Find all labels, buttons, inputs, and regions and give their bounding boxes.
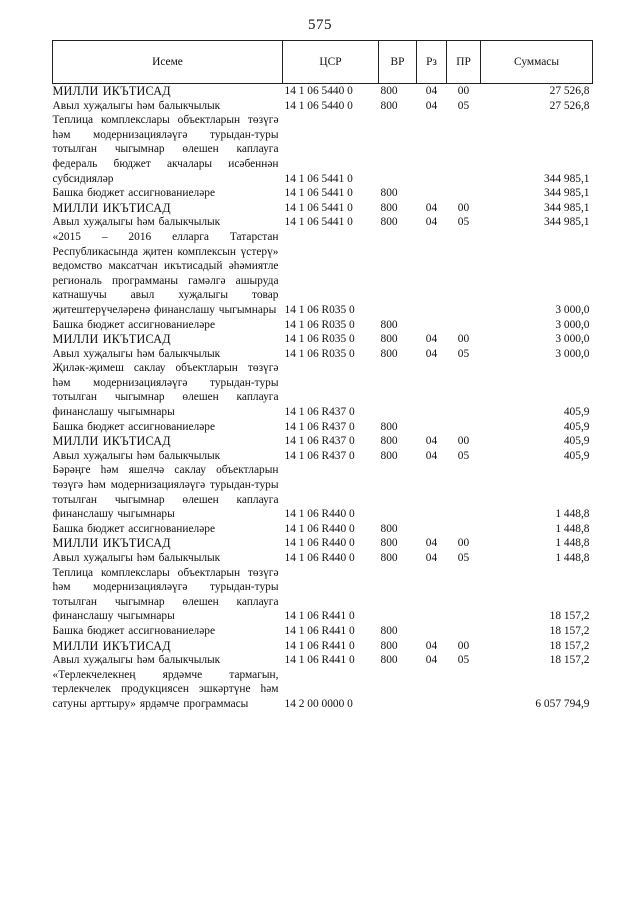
column-header-csr: ЦСР <box>283 41 379 84</box>
table-row <box>53 536 593 551</box>
cell-csr: 14 1 06 R035 0 <box>284 303 355 316</box>
cell-vr: 800 <box>380 420 398 433</box>
cell-csr: 14 1 06 R437 0 <box>284 406 355 419</box>
cell-name: Авыл хуҗалыгы һәм балыкчылык <box>52 449 221 462</box>
cell-rz: 04 <box>425 85 438 97</box>
cell-name: МИЛЛИ ИКЪТИСАД <box>52 84 171 98</box>
cell-pr <box>447 566 481 624</box>
cell-vr: 800 <box>380 639 398 652</box>
cell-pr <box>447 361 481 419</box>
cell-csr: 14 1 06 5440 0 <box>284 85 353 97</box>
cell-name: МИЛЛИ ИКЪТИСАД <box>52 332 171 347</box>
table-row <box>53 668 593 712</box>
cell-csr: 14 1 06 R440 0 <box>284 508 355 521</box>
table-row <box>53 551 593 566</box>
cell-name: Авыл хуҗалыгы һәм балыкчылык <box>52 552 221 564</box>
cell-pr: 05 <box>457 347 470 360</box>
cell-rz: 04 <box>425 449 438 462</box>
cell-vr: 800 <box>380 318 398 331</box>
cell-sum: 3 000,0 <box>555 347 590 360</box>
cell-sum: 18 157,2 <box>549 654 590 667</box>
cell-name: Җиләк-җимеш саклау объектларын төзүгә һәм модернизацияләүгә турыдан-туры тотылган чыгымнар өлешен каплауга финанслашу чыгымнары <box>52 362 279 419</box>
cell-sum: 405,9 <box>563 420 590 433</box>
cell-sum: 344 985,1 <box>543 187 590 200</box>
cell-csr: 14 1 06 5441 0 <box>284 216 353 229</box>
cell-rz <box>417 318 447 333</box>
cell-rz <box>417 624 447 639</box>
column-header-pr: ПР <box>447 41 481 84</box>
cell-name: Башка бюджет ассигнованиеләре <box>52 420 216 433</box>
table-row <box>53 318 593 333</box>
cell-csr: 14 1 06 R441 0 <box>284 639 355 652</box>
table-row <box>53 566 593 624</box>
column-header-name: Исеме <box>53 41 283 84</box>
cell-name: МИЛЛИ ИКЪТИСАД <box>52 536 171 551</box>
cell-rz <box>417 566 447 624</box>
cell-pr <box>447 522 481 537</box>
cell-csr: 14 1 06 R035 0 <box>284 333 355 346</box>
cell-rz: 04 <box>425 435 438 448</box>
cell-csr: 14 1 06 5441 0 <box>284 187 353 200</box>
cell-vr: 800 <box>380 333 398 346</box>
cell-vr: 800 <box>380 216 398 229</box>
cell-csr: 14 1 06 R437 0 <box>284 420 355 433</box>
cell-rz: 04 <box>425 654 438 667</box>
cell-vr: 800 <box>380 347 398 360</box>
cell-pr <box>447 230 481 318</box>
cell-vr <box>379 463 417 521</box>
cell-vr: 800 <box>380 522 398 535</box>
cell-csr: 14 1 06 R437 0 <box>284 449 355 462</box>
cell-pr: 00 <box>457 201 470 214</box>
cell-vr: 800 <box>380 552 398 564</box>
cell-name: «Терлекчелекнең ярдәмче тармагын, терлекчелек продукциясен эшкәртүне һәм сатуны арттыру» ярдәмче программасы <box>52 668 279 710</box>
cell-csr: 14 1 06 R035 0 <box>284 318 355 331</box>
cell-name: Теплица комплекслары объектларын төзүгә һәм модернизацияләүгә турыдан-туры тотылган чыгымнар өлешен каплауга финанслашу чыгымнары <box>52 566 279 623</box>
cell-csr: 14 1 06 R441 0 <box>284 610 355 623</box>
cell-pr: 00 <box>457 333 470 346</box>
table-row <box>53 230 593 318</box>
cell-name: Авыл хуҗалыгы һәм балыкчылык <box>52 99 221 112</box>
table-row <box>53 84 593 99</box>
cell-pr <box>447 318 481 333</box>
cell-vr: 800 <box>380 624 398 637</box>
column-header-vr: ВР <box>379 41 417 84</box>
table-row <box>53 113 593 186</box>
cell-vr <box>379 668 417 712</box>
cell-rz <box>417 186 447 201</box>
cell-pr <box>447 113 481 186</box>
table-body <box>53 84 593 712</box>
table-row <box>53 624 593 639</box>
cell-pr: 05 <box>457 99 470 112</box>
cell-csr: 14 1 06 5440 0 <box>284 99 353 112</box>
table-row <box>53 639 593 654</box>
budget-table <box>52 40 593 712</box>
cell-csr: 14 1 06 R437 0 <box>284 435 355 448</box>
cell-vr: 800 <box>380 99 398 112</box>
cell-sum: 3 000,0 <box>555 333 590 346</box>
cell-rz: 04 <box>425 99 438 112</box>
cell-vr: 800 <box>380 85 398 97</box>
cell-pr <box>447 186 481 201</box>
cell-rz: 04 <box>425 552 438 564</box>
cell-pr: 05 <box>457 449 470 462</box>
cell-sum: 405,9 <box>563 435 590 448</box>
column-header-sum: Суммасы <box>481 41 593 84</box>
cell-pr: 05 <box>457 552 470 564</box>
cell-vr: 800 <box>380 449 398 462</box>
table-row <box>53 361 593 419</box>
cell-vr: 800 <box>380 201 398 214</box>
cell-rz: 04 <box>425 333 438 346</box>
table-row <box>53 215 593 230</box>
cell-pr <box>447 463 481 521</box>
cell-sum: 3 000,0 <box>555 303 590 316</box>
table-row <box>53 99 593 114</box>
cell-csr: 14 1 06 5441 0 <box>284 201 353 214</box>
cell-rz: 04 <box>425 537 438 550</box>
cell-rz <box>417 668 447 712</box>
cell-rz <box>417 420 447 435</box>
cell-sum: 18 157,2 <box>549 639 590 652</box>
table-row <box>53 449 593 464</box>
cell-rz <box>417 522 447 537</box>
cell-vr: 800 <box>380 187 398 200</box>
cell-name: Авыл хуҗалыгы һәм балыкчылык <box>52 347 221 360</box>
cell-csr: 14 1 06 R440 0 <box>284 537 355 550</box>
table-row <box>53 347 593 362</box>
cell-sum: 1 448,8 <box>555 508 590 521</box>
cell-csr: 14 1 06 R440 0 <box>284 522 355 535</box>
cell-csr: 14 1 06 5441 0 <box>284 172 353 185</box>
cell-vr: 800 <box>380 537 398 550</box>
cell-name: «2015 – 2016 елларга Татарстан Республикасында җитен комплексын үстерү» ведомство максатчан икътисадый әһәмиятле региональ программаны гамәлгә ашыруда катнашучы авыл хуҗалыгы товар җитештерүчеләренә финанслашу чыгымнары <box>52 230 279 316</box>
cell-sum: 27 526,8 <box>549 85 590 97</box>
cell-pr: 00 <box>457 537 470 550</box>
cell-vr: 800 <box>380 654 398 667</box>
cell-pr <box>447 420 481 435</box>
cell-sum: 344 985,1 <box>543 201 590 214</box>
cell-pr: 05 <box>457 654 470 667</box>
cell-sum: 405,9 <box>563 406 590 419</box>
cell-rz <box>417 361 447 419</box>
table-header-row <box>53 41 593 84</box>
cell-vr <box>379 361 417 419</box>
cell-name: Авыл хуҗалыгы һәм балыкчылык <box>52 654 221 667</box>
cell-vr <box>379 566 417 624</box>
cell-name: Башка бюджет ассигнованиеләре <box>52 522 216 535</box>
cell-pr: 05 <box>457 216 470 229</box>
table-row <box>53 463 593 521</box>
cell-rz: 04 <box>425 347 438 360</box>
page-number: 575 <box>308 17 332 33</box>
cell-csr: 14 1 06 R440 0 <box>284 552 355 564</box>
table-row <box>53 653 593 668</box>
cell-name: МИЛЛИ ИКЪТИСАД <box>52 434 171 449</box>
cell-sum: 18 157,2 <box>549 610 590 623</box>
cell-name: МИЛЛИ ИКЪТИСАД <box>52 200 171 215</box>
cell-name: Бәрәңге һәм яшелчә саклау объектларын төзүгә һәм модернизацияләүгә турыдан-туры тотылган чыгымнар өлешен каплауга финанслашу чыгымнары <box>52 464 279 521</box>
table-row <box>53 201 593 216</box>
cell-name: Башка бюджет ассигнованиеләре <box>52 318 216 331</box>
cell-csr: 14 2 00 0000 0 <box>284 697 353 710</box>
cell-csr: 14 1 06 R441 0 <box>284 654 355 667</box>
cell-rz: 04 <box>425 216 438 229</box>
column-header-rz: Рз <box>417 41 447 84</box>
cell-rz: 04 <box>425 639 438 652</box>
table-row <box>53 522 593 537</box>
cell-vr <box>379 230 417 318</box>
cell-name: Башка бюджет ассигнованиеләре <box>52 187 216 200</box>
cell-pr: 00 <box>457 85 470 97</box>
cell-sum: 27 526,8 <box>549 99 590 112</box>
table-row <box>53 434 593 449</box>
cell-sum: 6 057 794,9 <box>535 697 590 710</box>
cell-vr <box>379 113 417 186</box>
cell-sum: 344 985,1 <box>543 172 590 185</box>
cell-sum: 18 157,2 <box>549 624 590 637</box>
cell-sum: 1 448,8 <box>555 552 590 564</box>
cell-name: Авыл хуҗалыгы һәм балыкчылык <box>52 216 221 229</box>
cell-sum: 3 000,0 <box>555 318 590 331</box>
cell-vr: 800 <box>380 435 398 448</box>
cell-pr <box>447 668 481 712</box>
cell-rz <box>417 230 447 318</box>
cell-name: Теплица комплекслары объектларын төзүгә һәм модернизацияләүгә турыдан-туры тотылган чыгымнар өлешен каплауга федераль бюджет акчалары исәбеннән субсидияләр <box>52 114 279 185</box>
cell-sum: 344 985,1 <box>543 216 590 229</box>
cell-pr: 00 <box>457 639 470 652</box>
cell-rz <box>417 463 447 521</box>
table-row <box>53 332 593 347</box>
cell-rz <box>417 113 447 186</box>
cell-sum: 1 448,8 <box>555 522 590 535</box>
cell-name: Башка бюджет ассигнованиеләре <box>52 624 216 637</box>
cell-name: МИЛЛИ ИКЪТИСАД <box>52 638 171 653</box>
cell-csr: 14 1 06 R441 0 <box>284 624 355 637</box>
table-row <box>53 186 593 201</box>
cell-pr <box>447 624 481 639</box>
cell-sum: 1 448,8 <box>555 537 590 550</box>
cell-rz: 04 <box>425 201 438 214</box>
table-row <box>53 420 593 435</box>
cell-pr: 00 <box>457 435 470 448</box>
cell-csr: 14 1 06 R035 0 <box>284 347 355 360</box>
cell-sum: 405,9 <box>563 449 590 462</box>
